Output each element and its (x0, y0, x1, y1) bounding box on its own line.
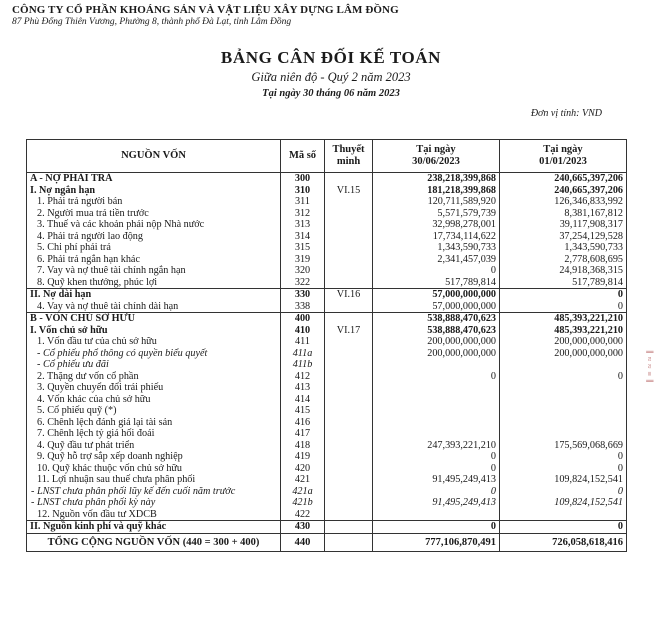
row-previous: 0 (500, 371, 627, 383)
table-row (27, 325, 627, 337)
total-previous: 726,058,618,416 (500, 533, 627, 551)
row-code: 417 (281, 428, 325, 440)
row-code: 419 (281, 451, 325, 463)
header-previous: Tại ngày 01/01/2023 (500, 140, 627, 173)
row-current (373, 405, 500, 417)
row-previous (500, 382, 627, 394)
row-current: 5,571,579,739 (373, 208, 500, 220)
row-code: 313 (281, 219, 325, 231)
row-code: 315 (281, 242, 325, 254)
row-note (325, 405, 373, 417)
row-note (325, 277, 373, 289)
table-row (27, 417, 627, 429)
row-current: 0 (373, 463, 500, 475)
row-code: 430 (281, 521, 325, 534)
row-note: VI.16 (325, 289, 373, 301)
row-name: 7. Vay và nợ thuê tài chính ngắn hạn (27, 265, 281, 277)
table-row (27, 359, 627, 371)
table-row (27, 497, 627, 509)
row-name: 4. Quỹ đầu tư phát triển (27, 440, 281, 452)
row-name: 4. Vay và nợ thuê tài chính dài hạn (27, 301, 281, 313)
row-name: 4. Vốn khác của chủ sở hữu (27, 394, 281, 406)
row-current (373, 417, 500, 429)
row-current: 57,000,000,000 (373, 301, 500, 313)
row-name: 5. Cổ phiếu quỹ (*) (27, 405, 281, 417)
row-current (373, 394, 500, 406)
total-current: 777,106,870,491 (373, 533, 500, 551)
row-name: A - NỢ PHẢI TRẢ (27, 173, 281, 185)
row-previous: 109,824,152,541 (500, 497, 627, 509)
row-current: 181,218,399,868 (373, 185, 500, 197)
row-name: 3. Quyền chuyển đổi trái phiếu (27, 382, 281, 394)
table-row (27, 440, 627, 452)
table-row (27, 277, 627, 289)
row-code: 415 (281, 405, 325, 417)
seal-stamp-fragment: ∥≈≈≡∥ (645, 350, 654, 386)
row-name: 10. Quỹ khác thuộc vốn chủ sở hữu (27, 463, 281, 475)
row-current: 57,000,000,000 (373, 289, 500, 301)
row-current: 238,218,399,868 (373, 173, 500, 185)
row-note: VI.17 (325, 325, 373, 337)
row-note (325, 474, 373, 486)
row-name: B - VỐN CHỦ SỞ HỮU (27, 313, 281, 325)
table-row (27, 394, 627, 406)
total-name: TỔNG CỘNG NGUỒN VỐN (440 = 300 + 400) (27, 533, 281, 551)
row-previous: 39,117,908,317 (500, 219, 627, 231)
row-name: 2. Thặng dư vốn cổ phần (27, 371, 281, 383)
row-previous: 0 (500, 289, 627, 301)
row-previous: 485,393,221,210 (500, 325, 627, 337)
row-current: 0 (373, 486, 500, 498)
row-name: 6. Chênh lệch đánh giá lại tài sản (27, 417, 281, 429)
row-note (325, 382, 373, 394)
table-row (27, 486, 627, 498)
row-previous: 240,665,397,206 (500, 185, 627, 197)
table-row (27, 463, 627, 475)
row-note (325, 521, 373, 534)
row-code: 411a (281, 348, 325, 360)
table-header-row (27, 140, 627, 173)
table-row (27, 301, 627, 313)
row-name: 11. Lợi nhuận sau thuế chưa phân phối (27, 474, 281, 486)
header-current: Tại ngày 30/06/2023 (373, 140, 500, 173)
row-current: 91,495,249,413 (373, 497, 500, 509)
table-row (27, 451, 627, 463)
row-current: 32,998,278,001 (373, 219, 500, 231)
row-previous: 200,000,000,000 (500, 336, 627, 348)
row-name: I. Vốn chủ sở hữu (27, 325, 281, 337)
row-current: 1,343,590,733 (373, 242, 500, 254)
row-previous: 109,824,152,541 (500, 474, 627, 486)
row-note (325, 301, 373, 313)
row-name: 9. Quỹ hỗ trợ sắp xếp doanh nghiệp (27, 451, 281, 463)
row-code: 410 (281, 325, 325, 337)
row-code: 420 (281, 463, 325, 475)
row-note (325, 417, 373, 429)
row-previous: 200,000,000,000 (500, 348, 627, 360)
row-previous: 175,569,068,669 (500, 440, 627, 452)
row-previous: 8,381,167,812 (500, 208, 627, 220)
row-current: 0 (373, 371, 500, 383)
row-name: - LNST chưa phân phối kỳ này (27, 497, 281, 509)
row-previous (500, 359, 627, 371)
row-note (325, 359, 373, 371)
row-note (325, 440, 373, 452)
row-code: 412 (281, 371, 325, 383)
row-code: 413 (281, 382, 325, 394)
table-row (27, 428, 627, 440)
row-previous: 24,918,368,315 (500, 265, 627, 277)
table-row (27, 336, 627, 348)
row-current: 538,888,470,623 (373, 325, 500, 337)
row-current: 200,000,000,000 (373, 348, 500, 360)
header-code: Mã số (281, 140, 325, 173)
row-current (373, 428, 500, 440)
row-code: 320 (281, 265, 325, 277)
row-note (325, 173, 373, 185)
row-note (325, 313, 373, 325)
row-previous: 0 (500, 521, 627, 534)
row-code: 300 (281, 173, 325, 185)
row-current: 517,789,814 (373, 277, 500, 289)
document-title: BẢNG CÂN ĐỐI KẾ TOÁN (220, 48, 442, 67)
row-current: 0 (373, 451, 500, 463)
table-row (27, 382, 627, 394)
table-row (27, 173, 627, 185)
row-name: - Cổ phiếu phổ thông có quyền biểu quyết (27, 348, 281, 360)
table-row (27, 405, 627, 417)
total-note (325, 533, 373, 551)
row-name: 1. Vốn đầu tư của chủ sở hữu (27, 336, 281, 348)
total-row (27, 533, 627, 551)
table-row (27, 509, 627, 521)
row-current: 2,341,457,039 (373, 254, 500, 266)
row-name: 7. Chênh lệch tỷ giá hối đoái (27, 428, 281, 440)
row-name: II. Nguồn kinh phí và quỹ khác (27, 521, 281, 534)
row-previous: 0 (500, 463, 627, 475)
row-code: 416 (281, 417, 325, 429)
row-current: 538,888,470,623 (373, 313, 500, 325)
row-previous (500, 509, 627, 521)
table-row (27, 313, 627, 325)
row-previous: 0 (500, 451, 627, 463)
row-name: 1. Phải trả người bán (27, 196, 281, 208)
row-note (325, 196, 373, 208)
row-current: 91,495,249,413 (373, 474, 500, 486)
balance-sheet-table (26, 139, 627, 552)
row-current: 0 (373, 521, 500, 534)
company-address: 87 Phù Đổng Thiên Vương, Phường 8, thành phố Đà Lạt, tỉnh Lâm Đồng (12, 17, 292, 27)
row-name: - Cổ phiếu ưu đãi (27, 359, 281, 371)
row-name: II. Nợ dài hạn (27, 289, 281, 301)
row-code: 411 (281, 336, 325, 348)
row-name: - LNST chưa phân phối lũy kế đến cuối năm trước (27, 486, 281, 498)
report-date: Tại ngày 30 tháng 06 năm 2023 (262, 88, 400, 99)
row-name: 5. Chi phí phải trả (27, 242, 281, 254)
row-note (325, 242, 373, 254)
row-previous: 485,393,221,210 (500, 313, 627, 325)
row-note (325, 394, 373, 406)
table-row (27, 196, 627, 208)
row-note (325, 497, 373, 509)
row-code: 314 (281, 231, 325, 243)
row-code: 310 (281, 185, 325, 197)
row-name: I. Nợ ngắn hạn (27, 185, 281, 197)
row-previous: 0 (500, 486, 627, 498)
table-row (27, 348, 627, 360)
row-code: 411b (281, 359, 325, 371)
document-subtitle: Giữa niên độ - Quý 2 năm 2023 (251, 70, 411, 84)
row-name: 8. Quỹ khen thưởng, phúc lợi (27, 277, 281, 289)
table-row (27, 371, 627, 383)
header-name: NGUỒN VỐN (27, 140, 281, 173)
row-current: 200,000,000,000 (373, 336, 500, 348)
table-row (27, 289, 627, 301)
row-code: 322 (281, 277, 325, 289)
currency-unit: Đơn vị tính: VND (530, 108, 602, 119)
row-code: 421 (281, 474, 325, 486)
table-row (27, 208, 627, 220)
row-note (325, 254, 373, 266)
row-current: 17,734,114,622 (373, 231, 500, 243)
row-note (325, 219, 373, 231)
table-row (27, 265, 627, 277)
row-current: 0 (373, 265, 500, 277)
row-note (325, 486, 373, 498)
table-row (27, 254, 627, 266)
row-code: 421b (281, 497, 325, 509)
row-note (325, 428, 373, 440)
row-code: 414 (281, 394, 325, 406)
row-previous: 1,343,590,733 (500, 242, 627, 254)
row-previous: 517,789,814 (500, 277, 627, 289)
row-name: 4. Phải trả người lao động (27, 231, 281, 243)
row-note (325, 265, 373, 277)
header-note: Thuyết minh (325, 140, 373, 173)
row-current: 247,393,221,210 (373, 440, 500, 452)
row-code: 330 (281, 289, 325, 301)
row-previous: 37,254,129,528 (500, 231, 627, 243)
row-name: 2. Người mua trả tiền trước (27, 208, 281, 220)
table-row (27, 521, 627, 534)
row-code: 421a (281, 486, 325, 498)
row-note (325, 371, 373, 383)
row-code: 319 (281, 254, 325, 266)
row-current: 120,711,589,920 (373, 196, 500, 208)
row-code: 422 (281, 509, 325, 521)
company-name: CÔNG TY CỔ PHẦN KHOÁNG SẢN VÀ VẬT LIỆU XÂY DỰNG LÂM ĐỒNG (12, 4, 399, 16)
total-code: 440 (281, 533, 325, 551)
table-row (27, 185, 627, 197)
row-note: VI.15 (325, 185, 373, 197)
row-code: 338 (281, 301, 325, 313)
row-previous (500, 405, 627, 417)
row-previous: 2,778,608,695 (500, 254, 627, 266)
table-row (27, 242, 627, 254)
row-current (373, 359, 500, 371)
row-name: 3. Thuế và các khoản phải nộp Nhà nước (27, 219, 281, 231)
row-note (325, 451, 373, 463)
row-previous (500, 394, 627, 406)
row-note (325, 348, 373, 360)
row-code: 311 (281, 196, 325, 208)
row-name: 6. Phải trả ngắn hạn khác (27, 254, 281, 266)
table-row (27, 231, 627, 243)
row-code: 312 (281, 208, 325, 220)
table-row (27, 219, 627, 231)
row-note (325, 509, 373, 521)
row-previous: 240,665,397,206 (500, 173, 627, 185)
row-note (325, 208, 373, 220)
row-code: 400 (281, 313, 325, 325)
row-current (373, 382, 500, 394)
row-code: 418 (281, 440, 325, 452)
row-note (325, 463, 373, 475)
row-previous: 0 (500, 301, 627, 313)
table-row (27, 474, 627, 486)
row-note (325, 231, 373, 243)
row-name: 12. Nguồn vốn đầu tư XDCB (27, 509, 281, 521)
row-previous (500, 417, 627, 429)
row-current (373, 509, 500, 521)
row-previous: 126,346,833,992 (500, 196, 627, 208)
row-note (325, 336, 373, 348)
row-previous (500, 428, 627, 440)
